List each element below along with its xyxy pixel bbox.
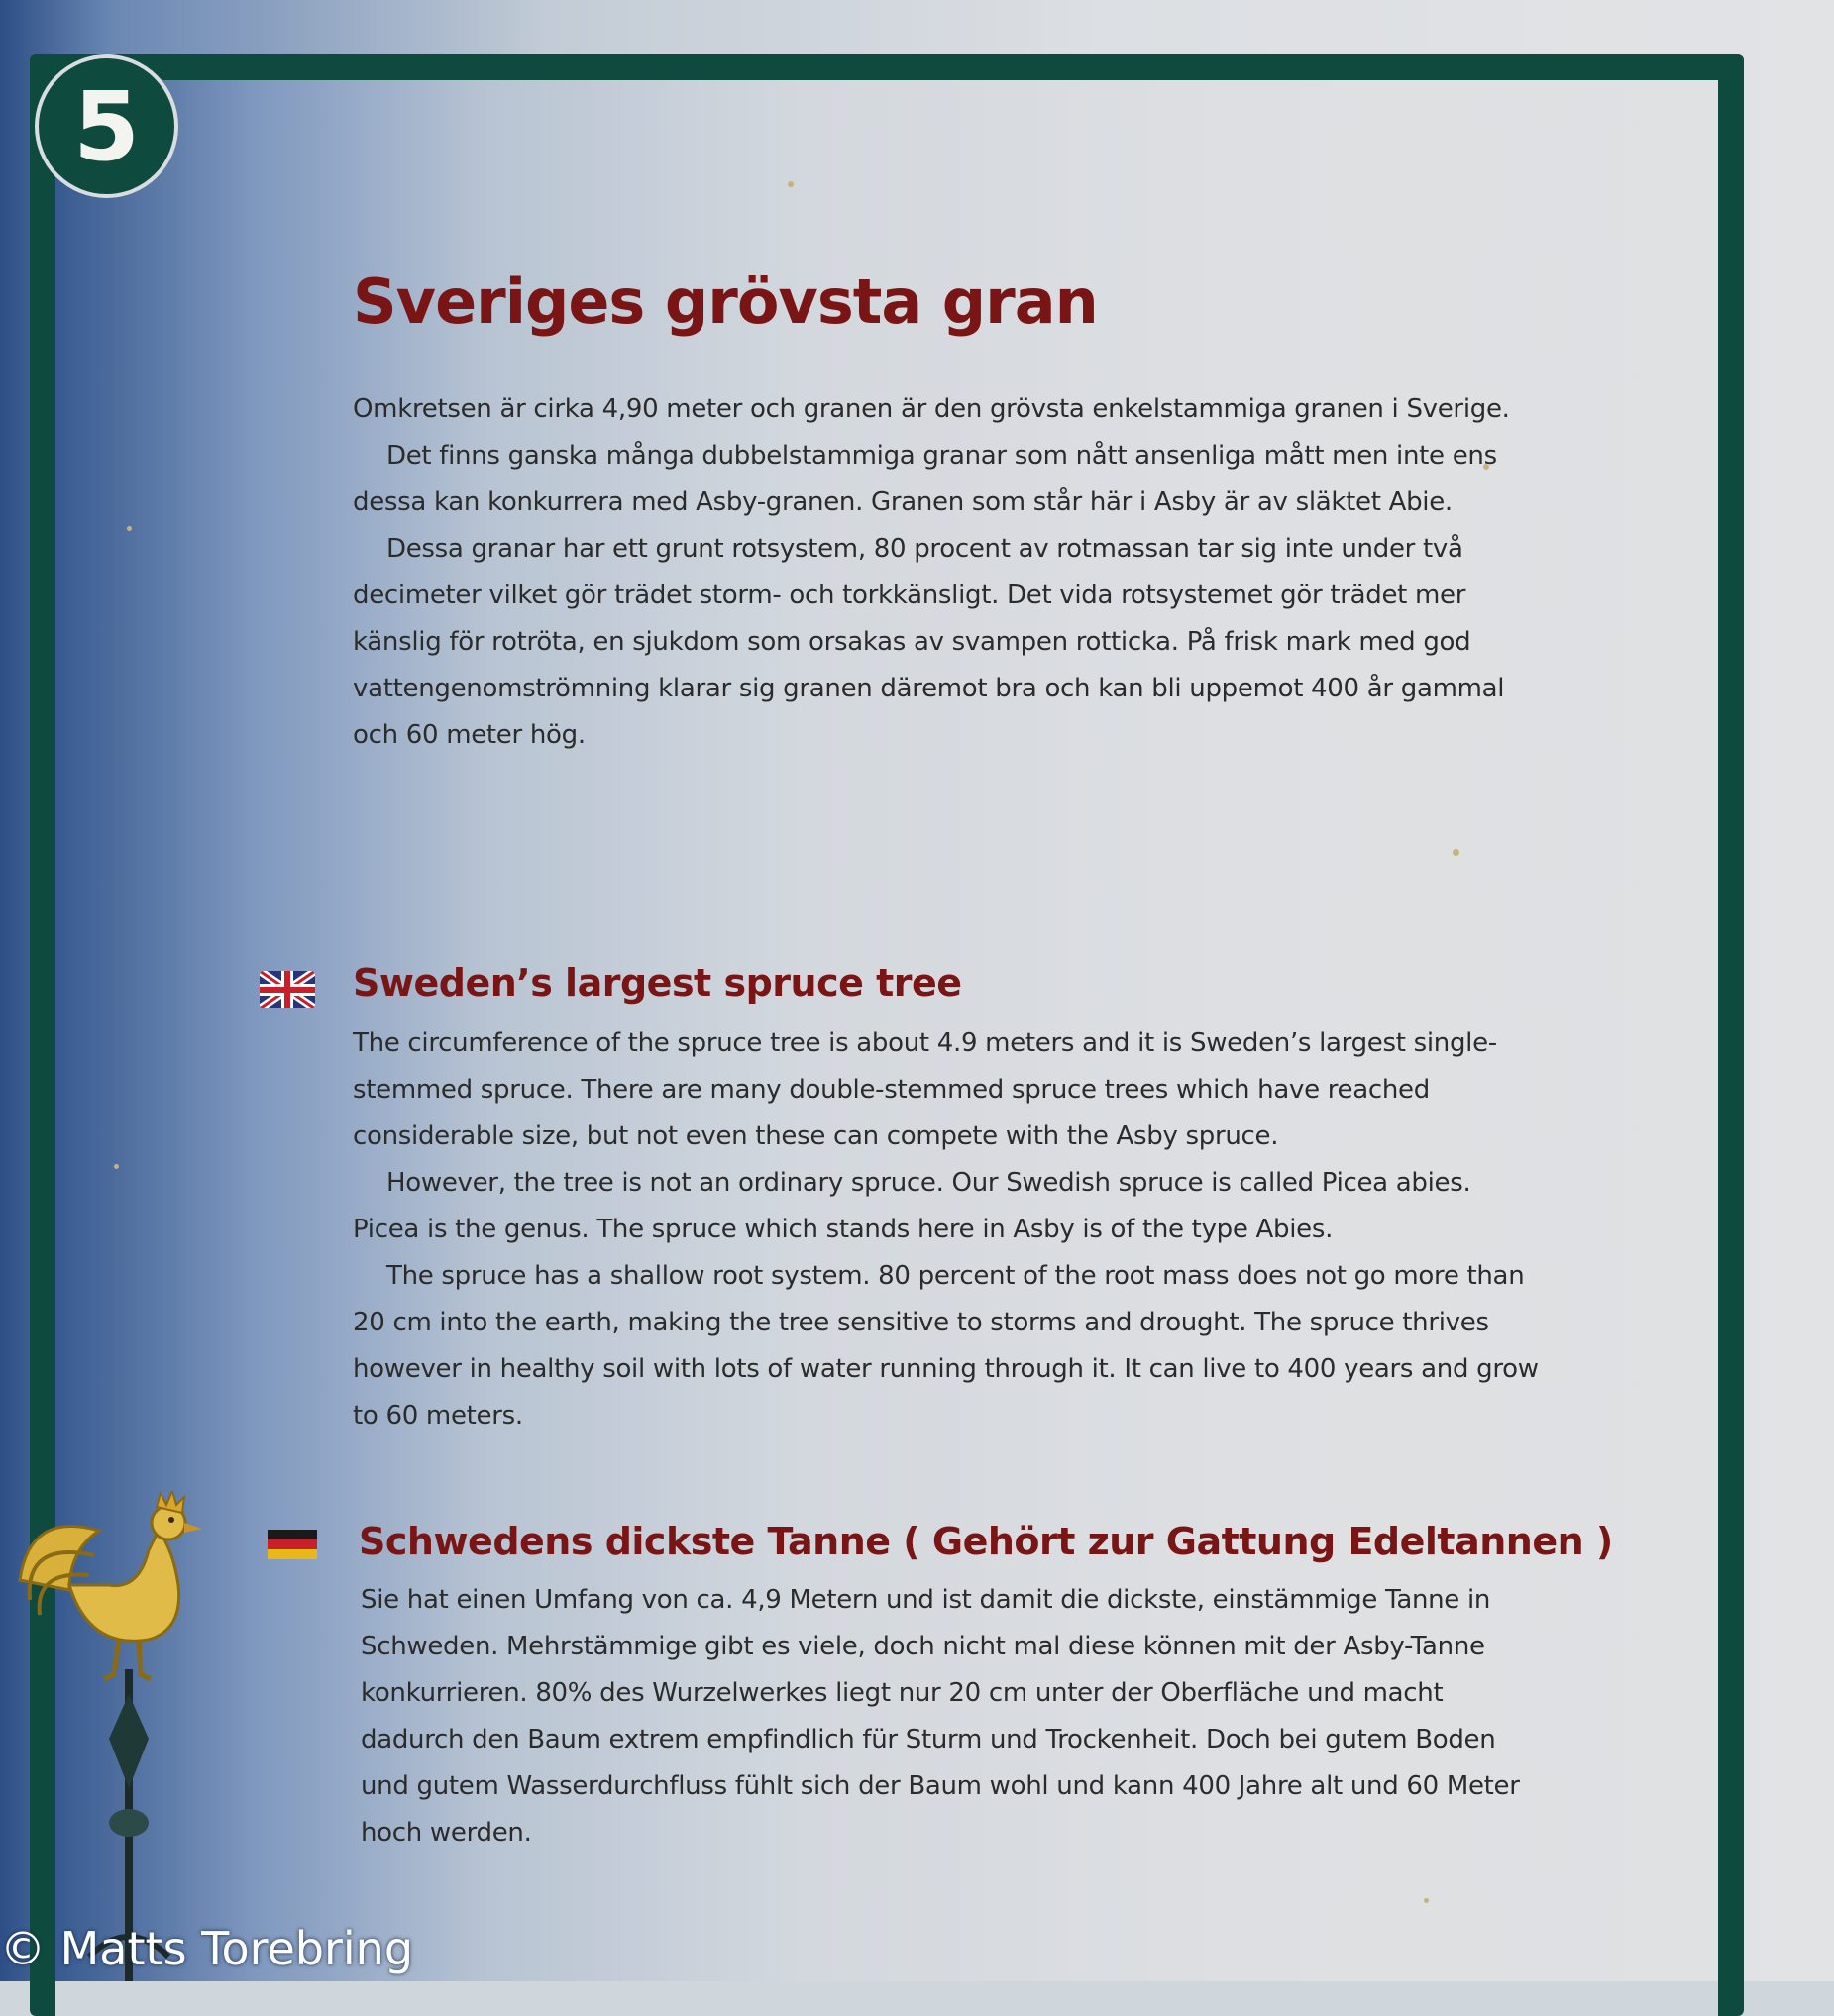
smudge <box>788 181 794 187</box>
german-text <box>361 1577 1550 1857</box>
german-paragraph: Sie hat einen Umfang von ca. 4,9 Metern und ist damit die dickste, einstämmige Tanne in Schweden. Mehrstämmige gibt es viele, doch nicht mal diese können mit der Asby-Tanne konkurrieren. 80% des Wurzelwerkes liegt nur 20 cm unter der Oberfläche und macht dadurch den Baum extrem empfindlich für Sturm und Trockenheit. Doch bei gutem Boden und gutem Wasserdurchfluss fühlt sich der Baum wohl und kann 400 Jahre alt und 60 Meter hoch werden. <box>361 1585 1520 1848</box>
english-title: Sweden’s largest spruce tree <box>353 961 962 1005</box>
english-text <box>353 1020 1542 1439</box>
english-paragraph: However, the tree is not an ordinary spruce. Our Swedish spruce is called Picea abies. Picea is the genus. The spruce which stands here in Asby is of the type Abies. <box>353 1168 1471 1244</box>
swedish-paragraph: Dessa granar har ett grunt rotsystem, 80 procent av rotmassan tar sig inte under två decimeter vilket gör trädet storm- och torkkänsligt. Det vida rotsystemet gör trädet mer känslig för rotröta, en sjukdom som orsakas av svampen rotticka. På frisk mark med god vattengenomströmning klarar sig granen däremot bra och kan bli uppemot 400 år gammal och 60 meter hög. <box>353 534 1505 750</box>
english-paragraph: The circumference of the spruce tree is about 4.9 meters and it is Sweden’s largest single-stemmed spruce. There are many double-stemmed spruce trees which have reached considerable size, but not even these can compete with the Asby spruce. <box>353 1028 1497 1151</box>
photo-credit: © Matts Torebring <box>0 1922 414 1975</box>
uk-flag-icon <box>260 971 315 1008</box>
smudge <box>114 1164 119 1169</box>
german-flag-icon <box>268 1530 317 1559</box>
swedish-text <box>353 386 1542 759</box>
sign-number-badge: 5 <box>35 54 178 198</box>
smudge <box>1424 1898 1429 1903</box>
swedish-title: Sveriges grövsta gran <box>353 265 1098 338</box>
english-paragraph: The spruce has a shallow root system. 80 percent of the root mass does not go more than 20 cm into the earth, making the tree sensitive to storms and drought. The spruce thrives however in healthy soil with lots of water running through it. It can live to 400 years and grow to 60 meters. <box>353 1261 1539 1431</box>
rooster-weathervane-icon <box>10 1491 208 1981</box>
german-title: Schwedens dickste Tanne ( Gehört zur Gattung Edeltannen ) <box>359 1520 1613 1563</box>
swedish-paragraph: Det finns ganska många dubbelstammiga granar som nått ansenliga mått men inte ens dessa kan konkurrera med Asby-granen. Granen som står här i Asby är av släktet Abie. <box>353 441 1497 517</box>
smudge <box>127 526 132 531</box>
smudge <box>1453 849 1459 856</box>
swedish-paragraph: Omkretsen är cirka 4,90 meter och granen är den grövsta enkelstammiga granen i Sverige. <box>353 394 1510 424</box>
